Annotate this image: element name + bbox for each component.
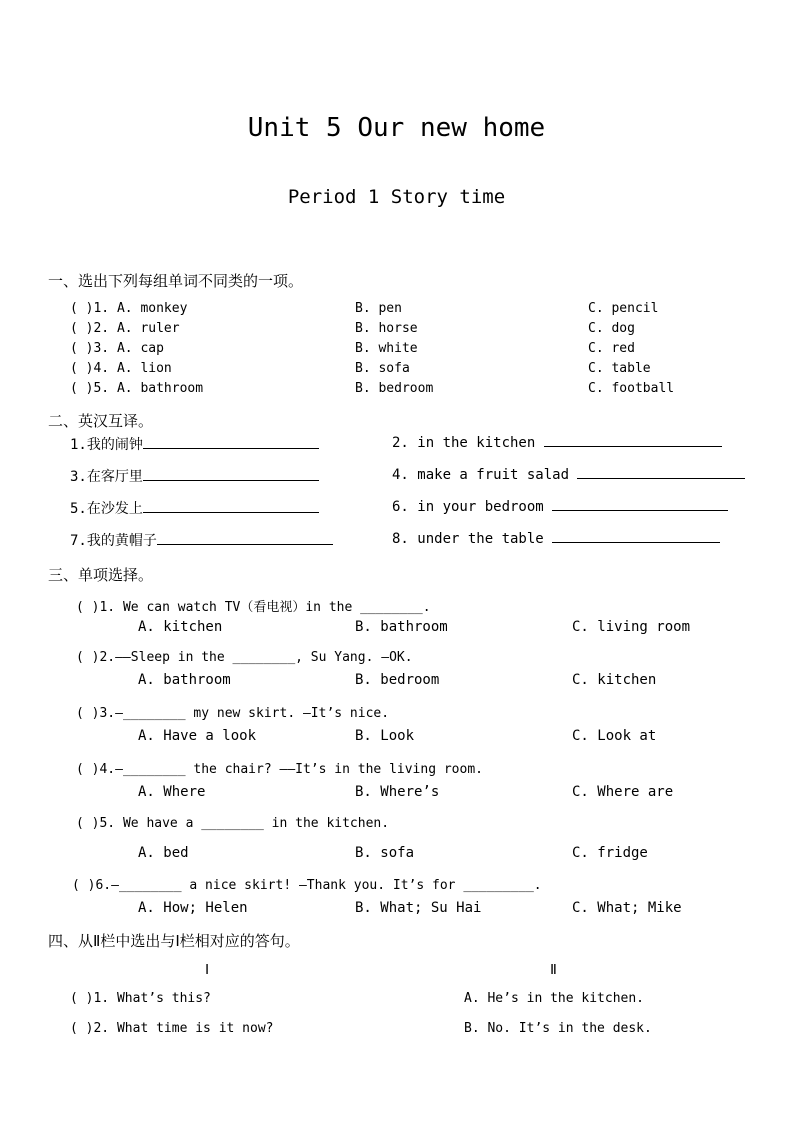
s2-item-6 [392, 498, 728, 515]
page-subtitle: Period 1 Story time [287, 186, 506, 208]
s4-right-2: B. No. It’s in the desk. [464, 1021, 652, 1036]
s1-item-5-c: C. football [588, 381, 675, 396]
answer-blank[interactable] [577, 466, 745, 479]
s1-item-3-c: C. red [588, 341, 635, 356]
s2-item-8 [392, 530, 720, 547]
s2-item-1 [70, 434, 319, 454]
s3-q2-option-b: B. bedroom [355, 672, 440, 688]
s1-item-4-stem: ( )4. A. lion [70, 361, 172, 376]
s3-q3-option-b: B. Look [355, 728, 415, 744]
s2-item-8-prompt: 8. under the table [392, 531, 544, 547]
s1-item-2-b: B. horse [355, 321, 418, 336]
column-one-header: Ⅰ [205, 962, 210, 978]
s1-item-3-b: B. white [355, 341, 418, 356]
s1-item-5-stem: ( )5. A. bathroom [70, 381, 204, 396]
s3-q6-option-c: C. What; Mike [572, 900, 682, 916]
s3-q5-option-c: C. fridge [572, 845, 648, 861]
s3-question-1: ( )1. We can watch TV（看电视）in the ________. [76, 600, 431, 615]
section1-heading: 一、选出下列每组单词不同类的一项。 [48, 272, 304, 290]
s1-item-1-stem: ( )1. A. monkey [70, 301, 188, 316]
s3-q1-option-a: A. kitchen [138, 619, 223, 635]
answer-blank[interactable] [157, 532, 333, 545]
s4-right-1: A. He’s in the kitchen. [464, 991, 645, 1006]
s3-q1-option-b: B. bathroom [355, 619, 448, 635]
s3-question-5: ( )5. We have a ________ in the kitchen. [76, 816, 390, 831]
s2-item-6-prompt: 6. in your bedroom [392, 499, 544, 515]
s2-item-4 [392, 466, 745, 483]
s1-item-1-c: C. pencil [588, 301, 659, 316]
page-title: Unit 5 Our new home [247, 113, 546, 143]
s3-q2-option-c: C. kitchen [572, 672, 657, 688]
s3-question-6: ( )6.—________ a nice skirt! —Thank you. It’s for _________. [72, 878, 542, 893]
s2-item-7 [70, 530, 333, 550]
s4-left-1: ( )1. What’s this? [70, 991, 211, 1006]
s1-item-2-c: C. dog [588, 321, 635, 336]
answer-blank[interactable] [143, 436, 319, 449]
s3-q3-option-a: A. Have a look [138, 728, 257, 744]
answer-blank[interactable] [544, 434, 722, 447]
s3-question-3: ( )3.—________ my new skirt. —It’s nice. [76, 706, 390, 721]
s3-q5-option-a: A. bed [138, 845, 189, 861]
answer-blank[interactable] [552, 498, 728, 511]
s2-item-5-prompt: 5.在沙发上 [70, 501, 143, 517]
s3-q5-option-b: B. sofa [355, 845, 415, 861]
section4-heading: 四、从Ⅱ栏中选出与Ⅰ栏相对应的答句。 [48, 932, 300, 950]
s2-item-3-prompt: 3.在客厅里 [70, 469, 143, 485]
s3-q2-option-a: A. bathroom [138, 672, 231, 688]
s2-item-2 [392, 434, 722, 451]
s1-item-4-c: C. table [588, 361, 651, 376]
s3-q4-option-a: A. Where [138, 784, 206, 800]
s2-item-3 [70, 466, 319, 486]
s3-q1-option-c: C. living room [572, 619, 691, 635]
answer-blank[interactable] [552, 530, 720, 543]
s1-item-3-stem: ( )3. A. cap [70, 341, 164, 356]
s2-item-4-prompt: 4. make a fruit salad [392, 467, 570, 483]
s1-item-1-b: B. pen [355, 301, 402, 316]
s1-item-2-stem: ( )2. A. ruler [70, 321, 180, 336]
s4-left-2: ( )2. What time is it now? [70, 1021, 274, 1036]
section2-heading: 二、英汉互译。 [48, 412, 154, 430]
s1-item-4-b: B. sofa [355, 361, 410, 376]
s3-question-2: ( )2.——Sleep in the ________, Su Yang. —OK. [76, 650, 413, 665]
s1-item-5-b: B. bedroom [355, 381, 434, 396]
s3-q4-option-c: C. Where are [572, 784, 674, 800]
s3-q6-option-a: A. How; Helen [138, 900, 248, 916]
s3-q6-option-b: B. What; Su Hai [355, 900, 482, 916]
s3-q4-option-b: B. Where’s [355, 784, 440, 800]
s2-item-5 [70, 498, 319, 518]
column-two-header: Ⅱ [550, 962, 557, 978]
s2-item-1-prompt: 1.我的闹钟 [70, 437, 143, 453]
s3-question-4: ( )4.—________ the chair? ——It’s in the living room. [76, 762, 483, 777]
section3-heading: 三、单项选择。 [48, 566, 154, 584]
answer-blank[interactable] [143, 500, 319, 513]
answer-blank[interactable] [143, 468, 319, 481]
s2-item-2-prompt: 2. in the kitchen [392, 435, 536, 451]
s2-item-7-prompt: 7.我的黄帽子 [70, 533, 157, 549]
s3-q3-option-c: C. Look at [572, 728, 657, 744]
